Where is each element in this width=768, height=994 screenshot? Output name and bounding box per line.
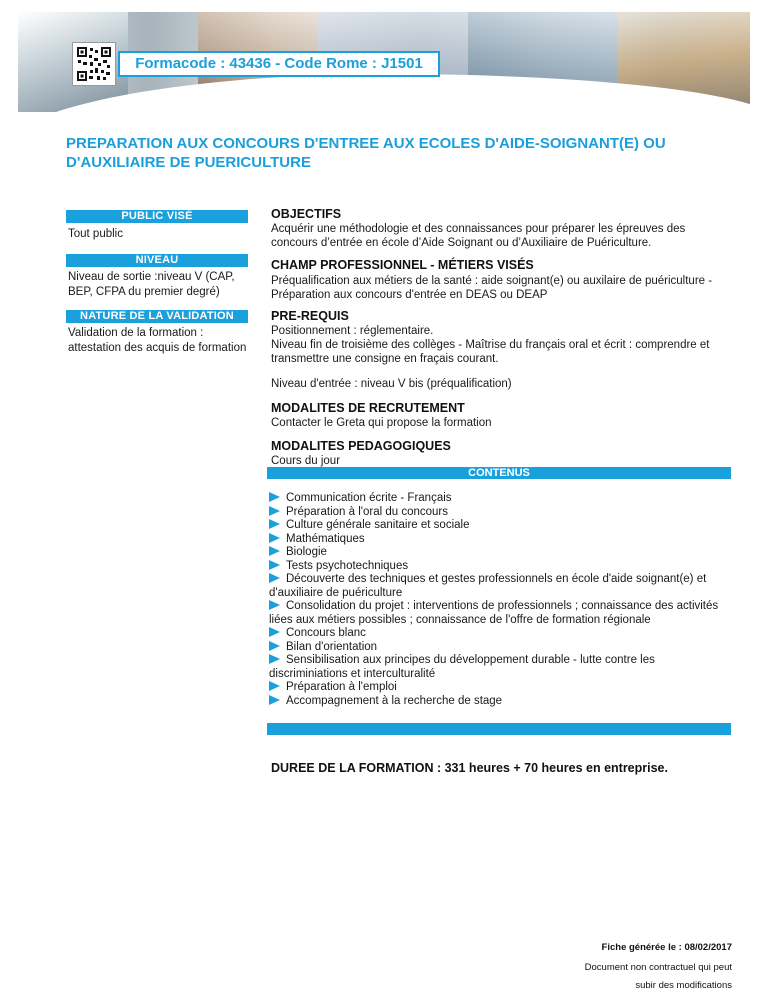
- validation-heading: NATURE DE LA VALIDATION: [66, 310, 248, 323]
- recrutement-text: Contacter le Greta qui propose la formation: [271, 417, 492, 429]
- contenus-list-item: [269, 519, 731, 533]
- contenus-item-label: Culture générale sanitaire et sociale: [286, 519, 470, 531]
- contenus-item-label: Sensibilisation aux principes du développement durable - lutte contre les discriminiations et interculturalité: [269, 654, 655, 680]
- contenus-item-label: Préparation à l'oral du concours: [286, 505, 449, 518]
- recrutement-heading: MODALITES DE RECRUTEMENT: [271, 401, 465, 415]
- triangle-bullet-icon: [269, 600, 280, 610]
- pedagogiques-heading: MODALITES PEDAGOGIQUES: [271, 439, 451, 453]
- contenus-list-item: [269, 600, 731, 627]
- contenus-list-item: [269, 533, 731, 547]
- contenus-list-item: [269, 654, 731, 681]
- contenus-list-item: [269, 695, 731, 709]
- public-vise-text: Tout public: [68, 228, 123, 240]
- contenus-heading: CONTENUS: [267, 467, 731, 479]
- triangle-bullet-icon: [269, 695, 280, 705]
- triangle-bullet-icon: [269, 533, 280, 543]
- contenus-list-item: [269, 681, 731, 695]
- contenus-item-label: Accompagnement à la recherche de stage: [286, 694, 503, 707]
- champ-professionnel-text: Préqualification aux métiers de la santé : aide soignant(e) ou auxilaire de puériculture - Préparation aux concours d'entrée en DEAS ou DEAP: [271, 275, 713, 301]
- contenus-list-item: [269, 506, 731, 520]
- formacode-label: Formacode : 43436 - Code Rome : J1501: [118, 51, 440, 77]
- prerequis-text: Positionnement : réglementaire.: [271, 325, 434, 337]
- objectifs-heading: OBJECTIFS: [271, 207, 342, 221]
- champ-professionnel-heading: CHAMP PROFESSIONNEL - MÉTIERS VISÉS: [271, 258, 534, 272]
- contenus-list-item: [269, 546, 731, 560]
- pedagogiques-text: Cours du jour: [271, 455, 341, 467]
- contenus-list-item: [269, 492, 731, 506]
- triangle-bullet-icon: [269, 492, 280, 502]
- contenus-item-label: Préparation à l'emploi: [286, 681, 397, 693]
- triangle-bullet-icon: [269, 506, 280, 516]
- contenus-item-label: Tests psychotechniques: [286, 559, 409, 572]
- triangle-bullet-icon: [269, 573, 280, 583]
- contenus-list-item: [269, 641, 731, 655]
- niveau-entree-text: Niveau d'entrée : niveau V bis (préqualification): [271, 378, 512, 390]
- contenus-list-item: [269, 627, 731, 641]
- page-title: PREPARATION AUX CONCOURS D'ENTREE AUX ECOLES D'AIDE-SOIGNANT(E) OU D'AUXILIAIRE DE PUERICULTURE: [66, 135, 666, 171]
- contenus-item-label: Biologie: [286, 546, 327, 558]
- prerequis-heading: PRE-REQUIS: [271, 309, 349, 323]
- contenus-item-label: Bilan d'orientation: [286, 640, 378, 653]
- triangle-bullet-icon: [269, 681, 280, 691]
- qr-code-icon[interactable]: [72, 42, 116, 86]
- triangle-bullet-icon: [269, 627, 280, 637]
- contenus-list-item: [269, 560, 731, 574]
- niveau-heading: NIVEAU: [66, 254, 248, 267]
- triangle-bullet-icon: [269, 641, 280, 651]
- contenus-list: [269, 492, 731, 708]
- objectifs-text: Acquérir une méthodologie et des connaissances pour préparer les épreuves des concours d’entrée en école d’Aide Soignant ou d’Auxiliaire de Puériculture.: [271, 223, 686, 249]
- disclaimer-line: Document non contractuel qui peut: [584, 962, 732, 973]
- triangle-bullet-icon: [269, 519, 280, 529]
- disclaimer-line: subir des modifications: [635, 980, 732, 991]
- contenus-item-label: Consolidation du projet : interventions de professionnels ; connaissance des activités liées aux métiers possibles ; connaissance de l'offre de formation régionale: [269, 600, 719, 626]
- niveau-text: Niveau de sortie :niveau V (CAP, BEP, CFPA du premier degré): [68, 271, 235, 298]
- duree-formation: DUREE DE LA FORMATION : 331 heures + 70 heures en entreprise.: [271, 761, 668, 775]
- public-vise-heading: PUBLIC VISÉ: [66, 210, 248, 223]
- validation-text: Validation de la formation : attestation des acquis de formation: [68, 327, 247, 354]
- contenus-item-label: Mathématiques: [286, 532, 365, 545]
- prerequis-text: Niveau fin de troisième des collèges - Maîtrise du français oral et écrit : comprendre et transmettre une consigne en fraçais courant.: [271, 339, 710, 365]
- triangle-bullet-icon: [269, 560, 280, 570]
- triangle-bullet-icon: [269, 546, 280, 556]
- contenus-item-label: Communication écrite - Français: [286, 492, 452, 504]
- triangle-bullet-icon: [269, 654, 280, 664]
- contenus-list-item: [269, 573, 731, 600]
- section-divider-bar: [267, 723, 731, 735]
- contenus-item-label: Découverte des techniques et gestes professionnels en école d'aide soignant(e) et d'auxiliaire de puériculture: [269, 573, 707, 599]
- contenus-item-label: Concours blanc: [286, 627, 366, 639]
- fiche-generee-date: Fiche générée le : 08/02/2017: [601, 942, 732, 953]
